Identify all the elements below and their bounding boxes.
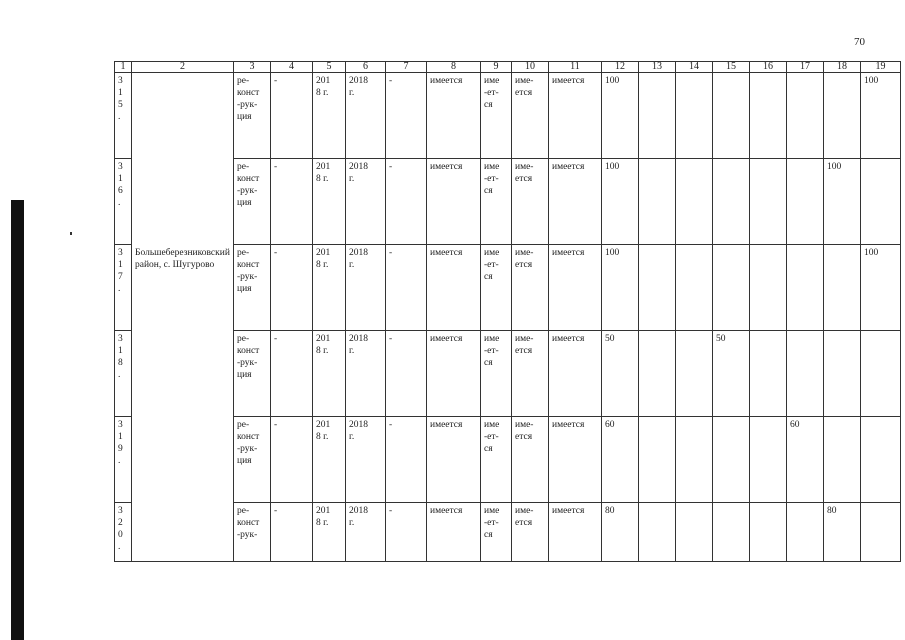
- cell-c3: [234, 159, 271, 245]
- cell-c14: [676, 73, 713, 159]
- cell-line: 2018: [349, 420, 368, 430]
- cell-line: ся: [484, 272, 493, 282]
- cell-line: -ет-: [484, 346, 499, 356]
- cell-c13: [639, 331, 676, 417]
- column-header-12: 12: [602, 62, 639, 73]
- cell-c12: 50: [602, 331, 639, 417]
- cell-line: .: [118, 112, 121, 122]
- cell-c7: -: [386, 417, 427, 503]
- cell-line: ре-: [237, 334, 250, 344]
- column-header-14: 14: [676, 62, 713, 73]
- column-header-4: 4: [271, 62, 313, 73]
- cell-c4: -: [271, 159, 313, 245]
- cell-line: -ет-: [484, 432, 499, 442]
- column-header-19: 19: [861, 62, 901, 73]
- cell-c3: [234, 417, 271, 503]
- cell-line: конст: [237, 174, 260, 184]
- column-header-7: 7: [386, 62, 427, 73]
- cell-line: ре-: [237, 162, 250, 172]
- cell-line: г.: [349, 518, 355, 528]
- cell-c5: [313, 245, 346, 331]
- column-header-10: 10: [512, 62, 549, 73]
- cell-c11: имеется: [549, 503, 602, 562]
- column-header-11: 11: [549, 62, 602, 73]
- cell-line: 8 г.: [316, 174, 329, 184]
- cell-c3: [234, 73, 271, 159]
- cell-line: ция: [237, 370, 252, 380]
- cell-line: конст: [237, 432, 260, 442]
- cell-line: име: [484, 334, 500, 344]
- cell-line: име: [484, 420, 500, 430]
- cell-line: г.: [349, 260, 355, 270]
- cell-c6: [346, 503, 386, 562]
- cell-c12: 100: [602, 73, 639, 159]
- cell-c17: [787, 503, 824, 562]
- cell-num: [115, 73, 132, 159]
- cell-c11: имеется: [549, 245, 602, 331]
- cell-c6: [346, 245, 386, 331]
- cell-c12: 100: [602, 159, 639, 245]
- column-header-2: 2: [132, 62, 234, 73]
- cell-line: .: [118, 284, 121, 294]
- cell-c19: [861, 417, 901, 503]
- cell-c6: [346, 73, 386, 159]
- cell-c7: -: [386, 503, 427, 562]
- table-row: [115, 73, 901, 159]
- cell-c15: [713, 417, 750, 503]
- cell-c9: [481, 73, 512, 159]
- cell-line: 201: [316, 506, 331, 516]
- cell-line: ется: [515, 260, 533, 270]
- cell-line: ре-: [237, 248, 250, 258]
- cell-c5: [313, 417, 346, 503]
- cell-line: -рук-: [237, 186, 258, 196]
- cell-num: [115, 417, 132, 503]
- cell-line: 2018: [349, 162, 368, 172]
- cell-c11: имеется: [549, 417, 602, 503]
- cell-line: 8 г.: [316, 88, 329, 98]
- cell-line: -ет-: [484, 260, 499, 270]
- page-number: 70: [854, 36, 865, 48]
- table-header-row: [115, 62, 901, 73]
- cell-line: конст: [237, 88, 260, 98]
- cell-c7: -: [386, 73, 427, 159]
- cell-line: ся: [484, 444, 493, 454]
- cell-c15: [713, 503, 750, 562]
- cell-c9: [481, 503, 512, 562]
- cell-line: име: [484, 162, 500, 172]
- cell-line: ре-: [237, 506, 250, 516]
- cell-line: 1: [118, 260, 123, 270]
- cell-c15: 50: [713, 331, 750, 417]
- cell-c10: [512, 331, 549, 417]
- cell-c4: -: [271, 245, 313, 331]
- cell-c16: [750, 245, 787, 331]
- cell-c4: -: [271, 73, 313, 159]
- cell-c5: [313, 159, 346, 245]
- cell-c11: имеется: [549, 159, 602, 245]
- cell-line: .: [118, 370, 121, 380]
- cell-line: -ет-: [484, 518, 499, 528]
- cell-line: име-: [515, 334, 534, 344]
- cell-c4: -: [271, 331, 313, 417]
- cell-c8: имеется: [427, 331, 481, 417]
- cell-line: ся: [484, 100, 493, 110]
- cell-c4: -: [271, 417, 313, 503]
- cell-line: 6: [118, 186, 123, 196]
- cell-line: ре-: [237, 76, 250, 86]
- cell-line: ся: [484, 358, 493, 368]
- cell-num: [115, 159, 132, 245]
- cell-c19: 100: [861, 245, 901, 331]
- cell-line: име-: [515, 248, 534, 258]
- cell-c9: [481, 417, 512, 503]
- cell-line: име-: [515, 420, 534, 430]
- cell-c8: имеется: [427, 159, 481, 245]
- cell-c10: [512, 159, 549, 245]
- cell-line: 0: [118, 530, 123, 540]
- cell-line: ется: [515, 174, 533, 184]
- cell-line: ся: [484, 530, 493, 540]
- cell-line: 2018: [349, 506, 368, 516]
- cell-c5: [313, 503, 346, 562]
- column-header-5: 5: [313, 62, 346, 73]
- cell-c10: [512, 503, 549, 562]
- cell-c3: [234, 331, 271, 417]
- cell-c18: 80: [824, 503, 861, 562]
- column-header-3: 3: [234, 62, 271, 73]
- cell-line: 7: [118, 272, 123, 282]
- cell-spacer: [135, 75, 230, 247]
- cell-num: [115, 503, 132, 562]
- cell-line: .: [118, 456, 121, 466]
- cell-line: ся: [484, 186, 493, 196]
- cell-line: ется: [515, 518, 533, 528]
- cell-line: -ет-: [484, 88, 499, 98]
- cell-c18: 100: [824, 159, 861, 245]
- cell-c16: [750, 331, 787, 417]
- cell-c6: [346, 159, 386, 245]
- cell-c14: [676, 503, 713, 562]
- cell-line: -рук-: [237, 358, 258, 368]
- cell-line: ция: [237, 456, 252, 466]
- cell-line: конст: [237, 346, 260, 356]
- cell-line: ется: [515, 346, 533, 356]
- cell-c7: -: [386, 245, 427, 331]
- cell-c15: [713, 245, 750, 331]
- cell-c10: [512, 245, 549, 331]
- cell-num: [115, 245, 132, 331]
- cell-line: .: [118, 198, 121, 208]
- cell-line: 8 г.: [316, 346, 329, 356]
- cell-c8: имеется: [427, 503, 481, 562]
- cell-line: 9: [118, 444, 123, 454]
- cell-c15: [713, 159, 750, 245]
- cell-c13: [639, 417, 676, 503]
- cell-c6: [346, 417, 386, 503]
- cell-c17: [787, 331, 824, 417]
- table-body: [115, 73, 901, 562]
- cell-c14: [676, 245, 713, 331]
- scan-edge-shadow: [11, 200, 24, 640]
- cell-c17: [787, 245, 824, 331]
- cell-c15: [713, 73, 750, 159]
- cell-c7: -: [386, 331, 427, 417]
- column-header-17: 17: [787, 62, 824, 73]
- cell-line: 1: [118, 432, 123, 442]
- cell-line: г.: [349, 432, 355, 442]
- cell-line: -рук-: [237, 444, 258, 454]
- cell-num: [115, 331, 132, 417]
- column-header-6: 6: [346, 62, 386, 73]
- cell-line: ция: [237, 198, 252, 208]
- cell-line: 201: [316, 162, 331, 172]
- cell-line: 2018: [349, 334, 368, 344]
- cell-line: 201: [316, 420, 331, 430]
- cell-line: 8 г.: [316, 432, 329, 442]
- cell-line: 3: [118, 162, 123, 172]
- cell-line: 201: [316, 334, 331, 344]
- cell-line: -рук-: [237, 272, 258, 282]
- cell-c14: [676, 331, 713, 417]
- cell-c16: [750, 159, 787, 245]
- cell-c16: [750, 417, 787, 503]
- cell-line: име-: [515, 76, 534, 86]
- cell-line: .: [118, 542, 121, 552]
- cell-c13: [639, 503, 676, 562]
- cell-c4: -: [271, 503, 313, 562]
- cell-c16: [750, 503, 787, 562]
- column-header-16: 16: [750, 62, 787, 73]
- cell-line: 1: [118, 174, 123, 184]
- cell-c9: [481, 245, 512, 331]
- cell-c5: [313, 331, 346, 417]
- cell-c9: [481, 159, 512, 245]
- cell-c11: имеется: [549, 331, 602, 417]
- cell-line: име-: [515, 162, 534, 172]
- cell-c19: [861, 331, 901, 417]
- scan-speck: [70, 232, 72, 235]
- cell-c18: [824, 331, 861, 417]
- cell-line: ре-: [237, 420, 250, 430]
- cell-line: 8 г.: [316, 260, 329, 270]
- cell-line: 8: [118, 358, 123, 368]
- cell-line: 1: [118, 346, 123, 356]
- cell-c3: [234, 245, 271, 331]
- cell-line: 201: [316, 76, 331, 86]
- cell-line: -ет-: [484, 174, 499, 184]
- cell-line: 2: [118, 518, 123, 528]
- cell-c16: [750, 73, 787, 159]
- cell-line: 3: [118, 76, 123, 86]
- cell-c14: [676, 417, 713, 503]
- cell-line: ется: [515, 88, 533, 98]
- cell-c9: [481, 331, 512, 417]
- cell-line: 5: [118, 100, 123, 110]
- cell-c12: 60: [602, 417, 639, 503]
- cell-line: -рук-: [237, 100, 258, 110]
- cell-c11: имеется: [549, 73, 602, 159]
- cell-c5: [313, 73, 346, 159]
- column-header-1: 1: [115, 62, 132, 73]
- cell-c18: [824, 73, 861, 159]
- cell-line: 3: [118, 420, 123, 430]
- cell-district: [132, 73, 234, 562]
- cell-line: ция: [237, 112, 252, 122]
- cell-line: г.: [349, 88, 355, 98]
- cell-line: ется: [515, 432, 533, 442]
- cell-c19: [861, 503, 901, 562]
- district-name: Большеберезниковский район, с. Шугурово: [135, 248, 230, 270]
- cell-line: конст: [237, 260, 260, 270]
- cell-c7: -: [386, 159, 427, 245]
- cell-line: име: [484, 248, 500, 258]
- cell-line: 2018: [349, 248, 368, 258]
- cell-c10: [512, 73, 549, 159]
- cell-c13: [639, 159, 676, 245]
- cell-c6: [346, 331, 386, 417]
- cell-line: конст: [237, 518, 260, 528]
- cell-line: 3: [118, 248, 123, 258]
- cell-c19: [861, 159, 901, 245]
- cell-c14: [676, 159, 713, 245]
- cell-c12: 80: [602, 503, 639, 562]
- column-header-15: 15: [713, 62, 750, 73]
- column-header-13: 13: [639, 62, 676, 73]
- cell-c8: имеется: [427, 245, 481, 331]
- data-table: [114, 61, 901, 562]
- cell-line: 201: [316, 248, 331, 258]
- cell-c13: [639, 73, 676, 159]
- cell-line: г.: [349, 174, 355, 184]
- cell-c17: [787, 73, 824, 159]
- cell-c17: 60: [787, 417, 824, 503]
- cell-line: г.: [349, 346, 355, 356]
- cell-line: 8 г.: [316, 518, 329, 528]
- cell-c18: [824, 245, 861, 331]
- cell-line: 3: [118, 506, 123, 516]
- cell-c8: имеется: [427, 417, 481, 503]
- cell-line: 3: [118, 334, 123, 344]
- cell-line: име: [484, 76, 500, 86]
- cell-line: име-: [515, 506, 534, 516]
- cell-line: 2018: [349, 76, 368, 86]
- column-header-9: 9: [481, 62, 512, 73]
- cell-c17: [787, 159, 824, 245]
- cell-c10: [512, 417, 549, 503]
- cell-line: ция: [237, 284, 252, 294]
- cell-c13: [639, 245, 676, 331]
- cell-c18: [824, 417, 861, 503]
- column-header-18: 18: [824, 62, 861, 73]
- column-header-8: 8: [427, 62, 481, 73]
- cell-c3: [234, 503, 271, 562]
- cell-c12: 100: [602, 245, 639, 331]
- cell-c19: 100: [861, 73, 901, 159]
- cell-line: 1: [118, 88, 123, 98]
- cell-line: име: [484, 506, 500, 516]
- cell-line: -рук-: [237, 530, 258, 540]
- cell-c8: имеется: [427, 73, 481, 159]
